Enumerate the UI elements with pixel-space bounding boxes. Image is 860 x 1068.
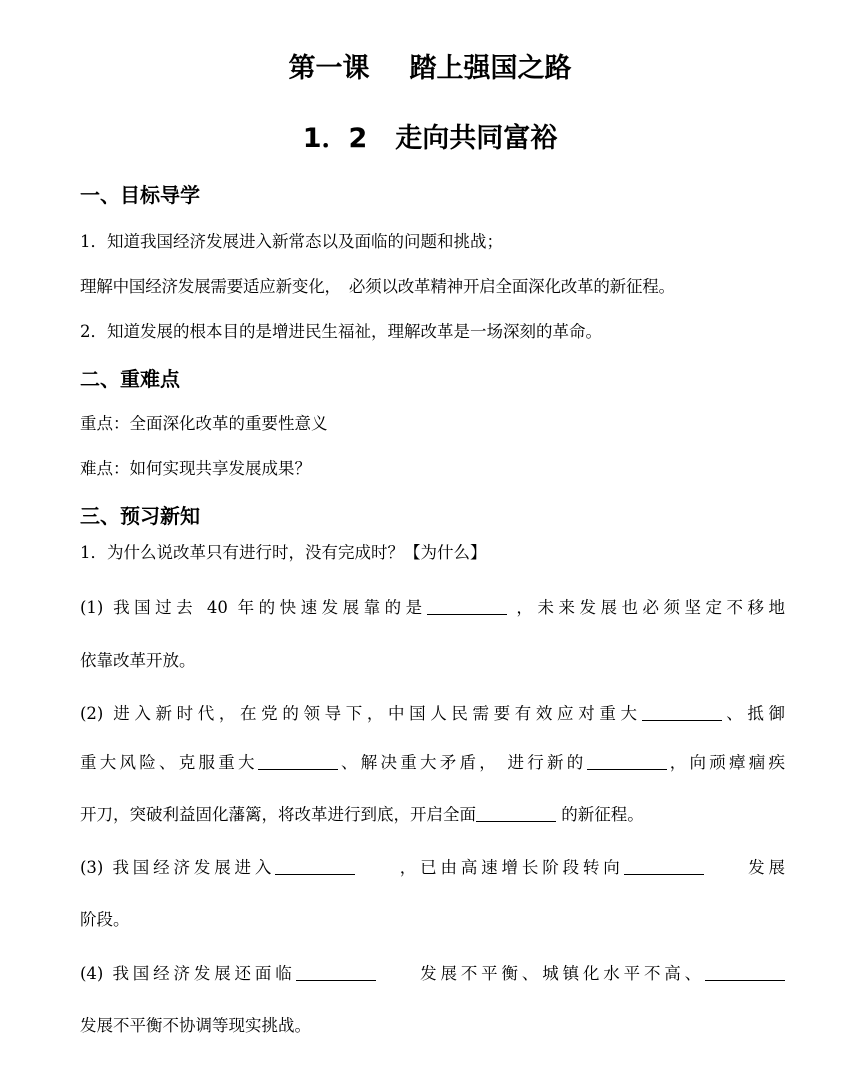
item-1-line-2: 依靠改革开放。	[80, 651, 196, 670]
goal-line-2: 理解中国经济发展需要适应新变化， 必须以改革精神开启全面深化改革的新征程。	[80, 277, 675, 296]
fill-blank[interactable]	[296, 962, 376, 981]
fill-blank[interactable]	[642, 702, 722, 721]
fill-blank[interactable]	[624, 856, 704, 875]
key-point: 重点：全面深化改革的重要性意义	[80, 414, 328, 433]
item-4-line-2: 发展不平衡不协调等现实挑战。	[80, 1016, 311, 1035]
item-4-line-1: (4) 我国经济发展还面临 发展不平衡、城镇化水平不高、	[80, 962, 785, 986]
difficult-point: 难点：如何实现共享发展成果？	[80, 459, 311, 478]
item-1-line-1: (1) 我国过去 40 年的快速发展靠的是 ，未来发展也必须坚定不移地	[80, 598, 785, 617]
item-2-line-3: 开刀，突破利益固化藩篱，将改革进行到底，开启全面 的新征程。	[80, 805, 644, 824]
fill-blank[interactable]	[587, 751, 667, 770]
goal-line-3: 2．知道发展的根本目的是增进民生福祉，理解改革是一场深刻的革命。	[80, 322, 602, 341]
fill-blank[interactable]	[705, 962, 785, 981]
fill-blank[interactable]	[476, 803, 556, 822]
goal-line-1: 1．知道我国经济发展进入新常态以及面临的问题和挑战；	[80, 232, 503, 251]
fill-blank[interactable]	[258, 751, 338, 770]
key-points-heading: 二、重难点	[80, 367, 180, 391]
item-3-line-1: (3) 我国经济发展进入 ，已由高速增长阶段转向 发展	[80, 858, 786, 877]
section-number: 1．2	[302, 123, 368, 154]
preview-heading: 三、预习新知	[80, 504, 200, 528]
item-3-line-2: 阶段。	[80, 910, 130, 929]
item-2-line-1: (2) 进入新时代，在党的领导下，中国人民需要有效应对重大 、抵御	[80, 704, 785, 723]
lesson-name: 踏上强国之路	[409, 53, 572, 84]
goals-heading: 一、目标导学	[80, 183, 200, 207]
item-2-line-2: 重大风险、克服重大 、解决重大矛盾， 进行新的 ，向顽瘴痼疾	[80, 753, 785, 772]
lesson-title	[0, 52, 860, 86]
section-name: 走向共同富裕	[395, 123, 558, 154]
lesson-number: 第一课	[288, 53, 370, 84]
fill-blank[interactable]	[275, 856, 355, 875]
section-title	[0, 122, 860, 156]
fill-blank[interactable]	[427, 596, 507, 615]
preview-question: 1．为什么说改革只有进行时，没有完成时？【为什么】	[80, 543, 487, 562]
